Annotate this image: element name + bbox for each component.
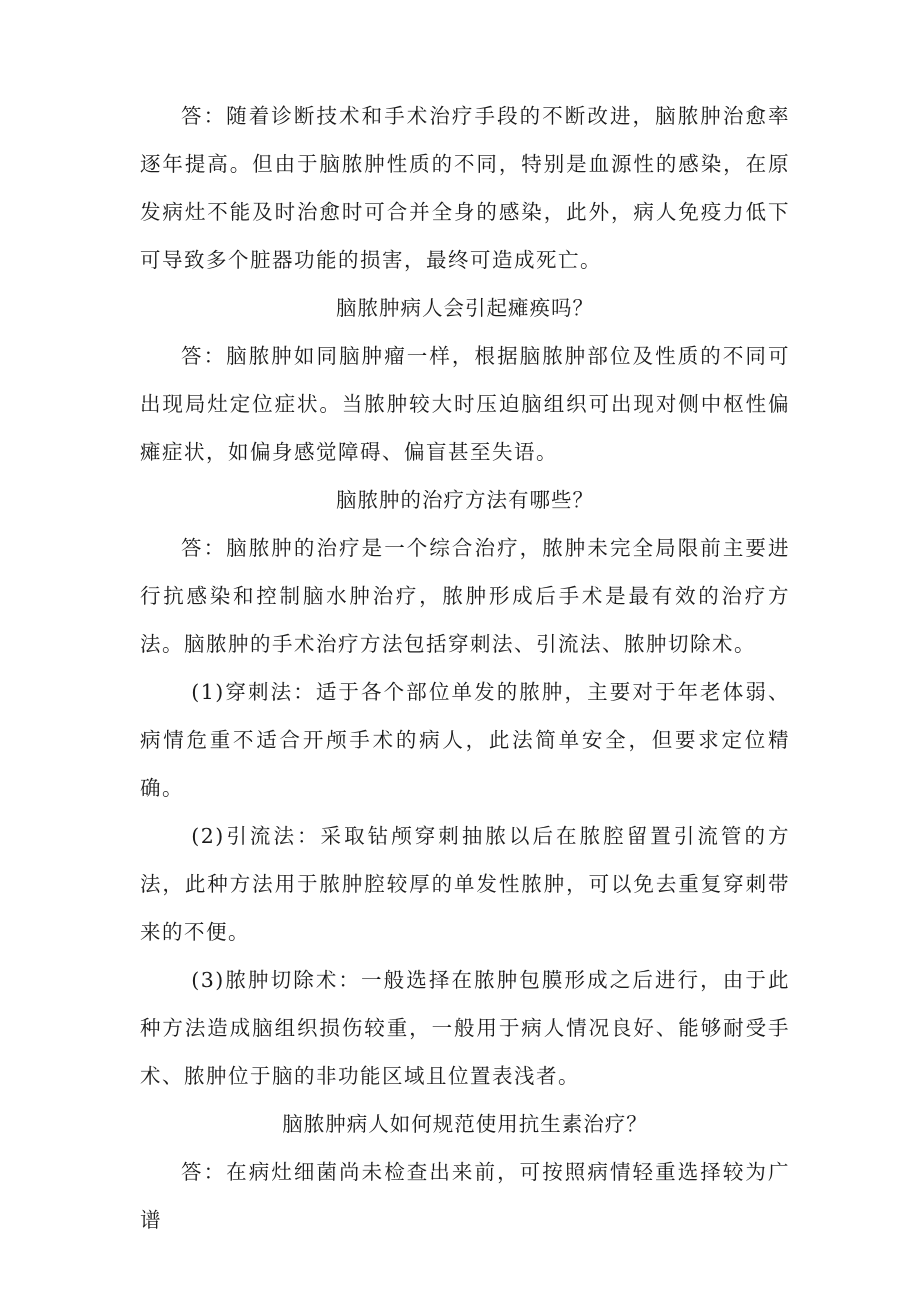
- question-heading-paralysis: 脑脓肿病人会引起瘫痪吗？: [336, 296, 594, 320]
- list-item-drainage: (2)引流法：采取钻颅穿刺抽脓以后在脓腔留置引流管的方法，此种方法用于脓肿腔较厚的单发性脓肿，可以免去重复穿刺带来的不便。: [140, 824, 790, 944]
- document-page: [140, 92, 790, 1244]
- answer-paragraph-antibiotics: 答：在病灶细菌尚未检查出来前，可按照病情轻重选择较为广谱: [140, 1160, 790, 1232]
- list-item-puncture: (1)穿刺法：适于各个部位单发的脓肿，主要对于年老体弱、病情危重不适合开颅手术的病人，此法简单安全，但要求定位精确。: [140, 680, 790, 800]
- answer-paragraph-treatment: 答：脑脓肿的治疗是一个综合治疗，脓肿未完全局限前主要进行抗感染和控制脑水肿治疗，脓肿形成后手术是最有效的治疗方法。脑脓肿的手术治疗方法包括穿刺法、引流法、脓肿切除术。: [140, 536, 790, 656]
- answer-paragraph-paralysis: 答：脑脓肿如同脑肿瘤一样，根据脑脓肿部位及性质的不同可出现局灶定位症状。当脓肿较大时压迫脑组织可出现对侧中枢性偏瘫症状，如偏身感觉障碍、偏盲甚至失语。: [140, 344, 790, 464]
- question-heading-treatment: 脑脓肿的治疗方法有哪些？: [336, 488, 594, 512]
- answer-paragraph-prognosis: 答：随着诊断技术和手术治疗手段的不断改进，脑脓肿治愈率逐年提高。但由于脑脓肿性质的不同，特别是血源性的感染，在原发病灶不能及时治愈时可合并全身的感染，此外，病人免疫力低下可导致多个脏器功能的损害，最终可造成死亡。: [140, 104, 790, 272]
- question-heading-antibiotics: 脑脓肿病人如何规范使用抗生素治疗？: [282, 1112, 648, 1136]
- list-item-excision: (3)脓肿切除术：一般选择在脓肿包膜形成之后进行，由于此种方法造成脑组织损伤较重，一般用于病人情况良好、能够耐受手术、脓肿位于脑的非功能区域且位置表浅者。: [140, 968, 790, 1088]
